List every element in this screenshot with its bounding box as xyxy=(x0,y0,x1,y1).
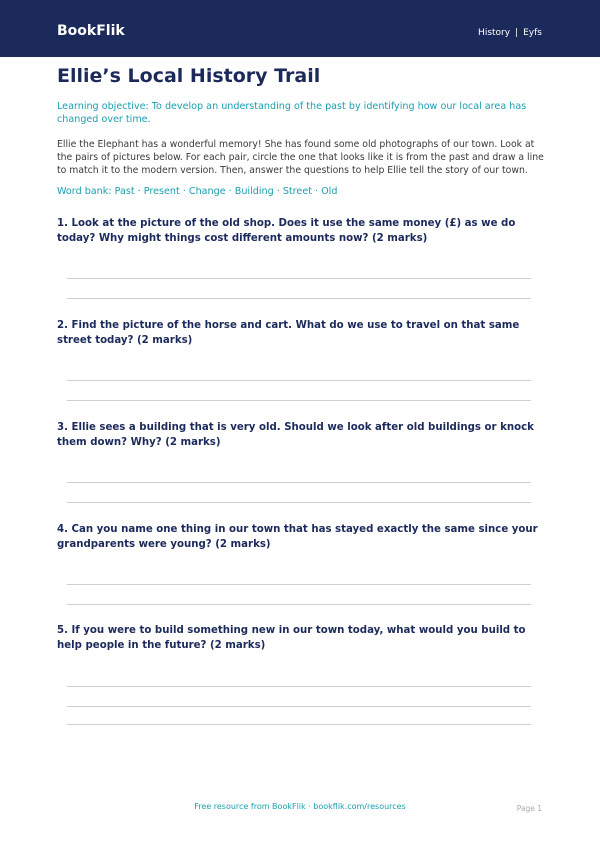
answer-line[interactable] xyxy=(67,706,531,707)
answer-line[interactable] xyxy=(67,724,531,725)
answer-line[interactable] xyxy=(67,380,531,381)
answer-line[interactable] xyxy=(67,584,531,585)
answer-line[interactable] xyxy=(67,482,531,483)
answer-line[interactable] xyxy=(67,298,531,299)
brand-logo[interactable]: BookFlik xyxy=(57,23,125,39)
question-1: 1. Look at the picture of the old shop. Does it use the same money (£) as we do today? Why might things cost different amounts now? (2 marks) xyxy=(57,218,516,244)
learning-objective: Learning objective: To develop an understanding of the past by identifying how our local area has changed over time. xyxy=(57,101,527,125)
page-title: Ellie’s Local History Trail xyxy=(57,65,321,87)
question-2: 2. Find the picture of the horse and cart. What do we use to travel on that same street today? (2 marks) xyxy=(57,320,520,346)
question-4: 4. Can you name one thing in our town that has stayed exactly the same since your grandparents were young? (2 marks) xyxy=(57,524,538,550)
breadcrumb-item-subject[interactable]: History xyxy=(478,28,511,38)
breadcrumb xyxy=(478,28,542,38)
answer-line[interactable] xyxy=(67,604,531,605)
breadcrumb-item-level[interactable]: Eyfs xyxy=(523,28,542,38)
site-header xyxy=(0,0,600,57)
question-5: 5. If you were to build something new in our town today, what would you build to help people in the future? (2 marks) xyxy=(57,625,526,651)
page-number: Page 1 xyxy=(516,804,542,813)
word-bank: Word bank: Past · Present · Change · Building · Street · Old xyxy=(57,186,338,197)
breadcrumb-separator: | xyxy=(515,28,519,38)
answer-line[interactable] xyxy=(67,400,531,401)
answer-line[interactable] xyxy=(67,686,531,687)
footer-resource-link[interactable]: Free resource from BookFlik · bookflik.com/resources xyxy=(194,802,406,811)
intro-paragraph: Ellie the Elephant has a wonderful memory! She has found some old photographs of our town. Look at the pairs of pictures below. For each pair, circle the one that looks like it is from the past and draw a line to match it to the modern version. Then, answer the questions to help Ellie tell the story of our town. xyxy=(57,139,544,176)
answer-line[interactable] xyxy=(67,502,531,503)
answer-line[interactable] xyxy=(67,278,531,279)
question-3: 3. Ellie sees a building that is very old. Should we look after old buildings or knock them down? Why? (2 marks) xyxy=(57,422,534,448)
